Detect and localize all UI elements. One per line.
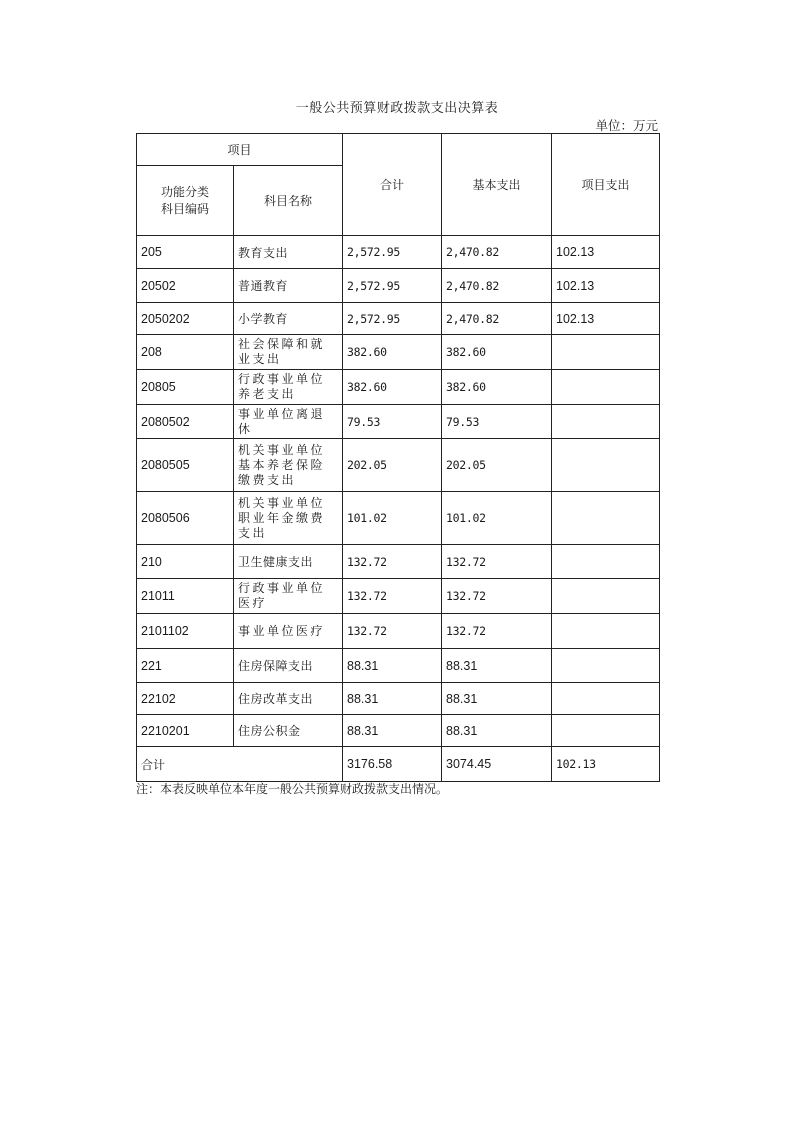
summary-project: 102.13 — [552, 747, 660, 782]
row-name: 事业单位离退休 — [234, 405, 343, 439]
row-project — [552, 370, 660, 405]
row-basic: 2,470.82 — [442, 236, 552, 269]
table-note: 注：本表反映单位本年度一般公共预算财政拨款支出情况。 — [136, 782, 449, 796]
row-code: 210 — [137, 545, 234, 579]
row-name: 住房改革支出 — [234, 683, 343, 715]
summary-label: 合计 — [137, 747, 343, 782]
row-code: 205 — [137, 236, 234, 269]
row-project — [552, 614, 660, 649]
row-name: 住房公积金 — [234, 715, 343, 747]
row-code: 21011 — [137, 579, 234, 614]
row-name: 卫生健康支出 — [234, 545, 343, 579]
row-total: 202.05 — [343, 439, 442, 492]
row-basic: 132.72 — [442, 614, 552, 649]
row-project — [552, 715, 660, 747]
row-basic: 88.31 — [442, 649, 552, 683]
row-name: 教育支出 — [234, 236, 343, 269]
row-project: 102.13 — [552, 236, 660, 269]
table-row — [137, 269, 660, 303]
table-row — [137, 439, 660, 492]
header-total: 合计 — [343, 134, 442, 236]
table-row — [137, 545, 660, 579]
row-name: 社会保障和就业支出 — [234, 335, 343, 370]
row-total: 2,572.95 — [343, 236, 442, 269]
row-code: 2080505 — [137, 439, 234, 492]
row-project — [552, 439, 660, 492]
row-name: 机关事业单位职业年金缴费支出 — [234, 492, 343, 545]
row-basic: 88.31 — [442, 715, 552, 747]
row-project — [552, 579, 660, 614]
row-project — [552, 335, 660, 370]
row-project — [552, 492, 660, 545]
row-code: 2080502 — [137, 405, 234, 439]
row-basic: 88.31 — [442, 683, 552, 715]
row-basic: 132.72 — [442, 545, 552, 579]
row-name: 普通教育 — [234, 269, 343, 303]
row-total: 101.02 — [343, 492, 442, 545]
row-total: 88.31 — [343, 649, 442, 683]
row-total: 2,572.95 — [343, 269, 442, 303]
row-name: 小学教育 — [234, 303, 343, 335]
table-row — [137, 492, 660, 545]
row-basic: 101.02 — [442, 492, 552, 545]
table-row — [137, 614, 660, 649]
row-basic: 382.60 — [442, 370, 552, 405]
header-project-group: 项目 — [137, 134, 343, 166]
table-row — [137, 303, 660, 335]
summary-basic: 3074.45 — [442, 747, 552, 782]
table-row — [137, 335, 660, 370]
row-project — [552, 683, 660, 715]
header-subject-name: 科目名称 — [234, 166, 343, 236]
row-code: 208 — [137, 335, 234, 370]
table-row — [137, 715, 660, 747]
row-total: 382.60 — [343, 335, 442, 370]
header-code-line2: 科目编码 — [160, 201, 209, 216]
row-project — [552, 405, 660, 439]
header-code-line1: 功能分类 — [160, 184, 209, 199]
row-name: 行政事业单位医疗 — [234, 579, 343, 614]
header-project-expenditure: 项目支出 — [552, 134, 660, 236]
row-code: 2101102 — [137, 614, 234, 649]
page-title: 一般公共预算财政拨款支出决算表 — [295, 101, 499, 116]
row-code: 22102 — [137, 683, 234, 715]
row-basic: 79.53 — [442, 405, 552, 439]
row-code: 2210201 — [137, 715, 234, 747]
row-basic: 382.60 — [442, 335, 552, 370]
row-name: 住房保障支出 — [234, 649, 343, 683]
row-name: 行政事业单位养老支出 — [234, 370, 343, 405]
row-code: 2050202 — [137, 303, 234, 335]
row-total: 88.31 — [343, 715, 442, 747]
row-total: 79.53 — [343, 405, 442, 439]
row-project: 102.13 — [552, 269, 660, 303]
row-project — [552, 545, 660, 579]
table-row — [137, 370, 660, 405]
table-row — [137, 579, 660, 614]
row-total: 382.60 — [343, 370, 442, 405]
table-row — [137, 649, 660, 683]
header-basic-expenditure: 基本支出 — [442, 134, 552, 236]
row-project — [552, 649, 660, 683]
row-project: 102.13 — [552, 303, 660, 335]
row-basic: 202.05 — [442, 439, 552, 492]
table-row — [137, 683, 660, 715]
row-total: 132.72 — [343, 579, 442, 614]
unit-label: 单位：万元 — [595, 118, 658, 133]
appropriation-expenditure-table — [136, 133, 660, 782]
summary-row — [137, 747, 660, 782]
table-row — [137, 236, 660, 269]
row-code: 221 — [137, 649, 234, 683]
row-total: 132.72 — [343, 545, 442, 579]
row-basic: 2,470.82 — [442, 269, 552, 303]
row-basic: 2,470.82 — [442, 303, 552, 335]
row-code: 20805 — [137, 370, 234, 405]
header-function-code — [137, 166, 234, 236]
row-total: 88.31 — [343, 683, 442, 715]
row-name: 事业单位医疗 — [234, 614, 343, 649]
table-row — [137, 405, 660, 439]
row-total: 132.72 — [343, 614, 442, 649]
summary-total: 3176.58 — [343, 747, 442, 782]
row-code: 2080506 — [137, 492, 234, 545]
row-code: 20502 — [137, 269, 234, 303]
row-name: 机关事业单位基本养老保险缴费支出 — [234, 439, 343, 492]
row-total: 2,572.95 — [343, 303, 442, 335]
row-basic: 132.72 — [442, 579, 552, 614]
